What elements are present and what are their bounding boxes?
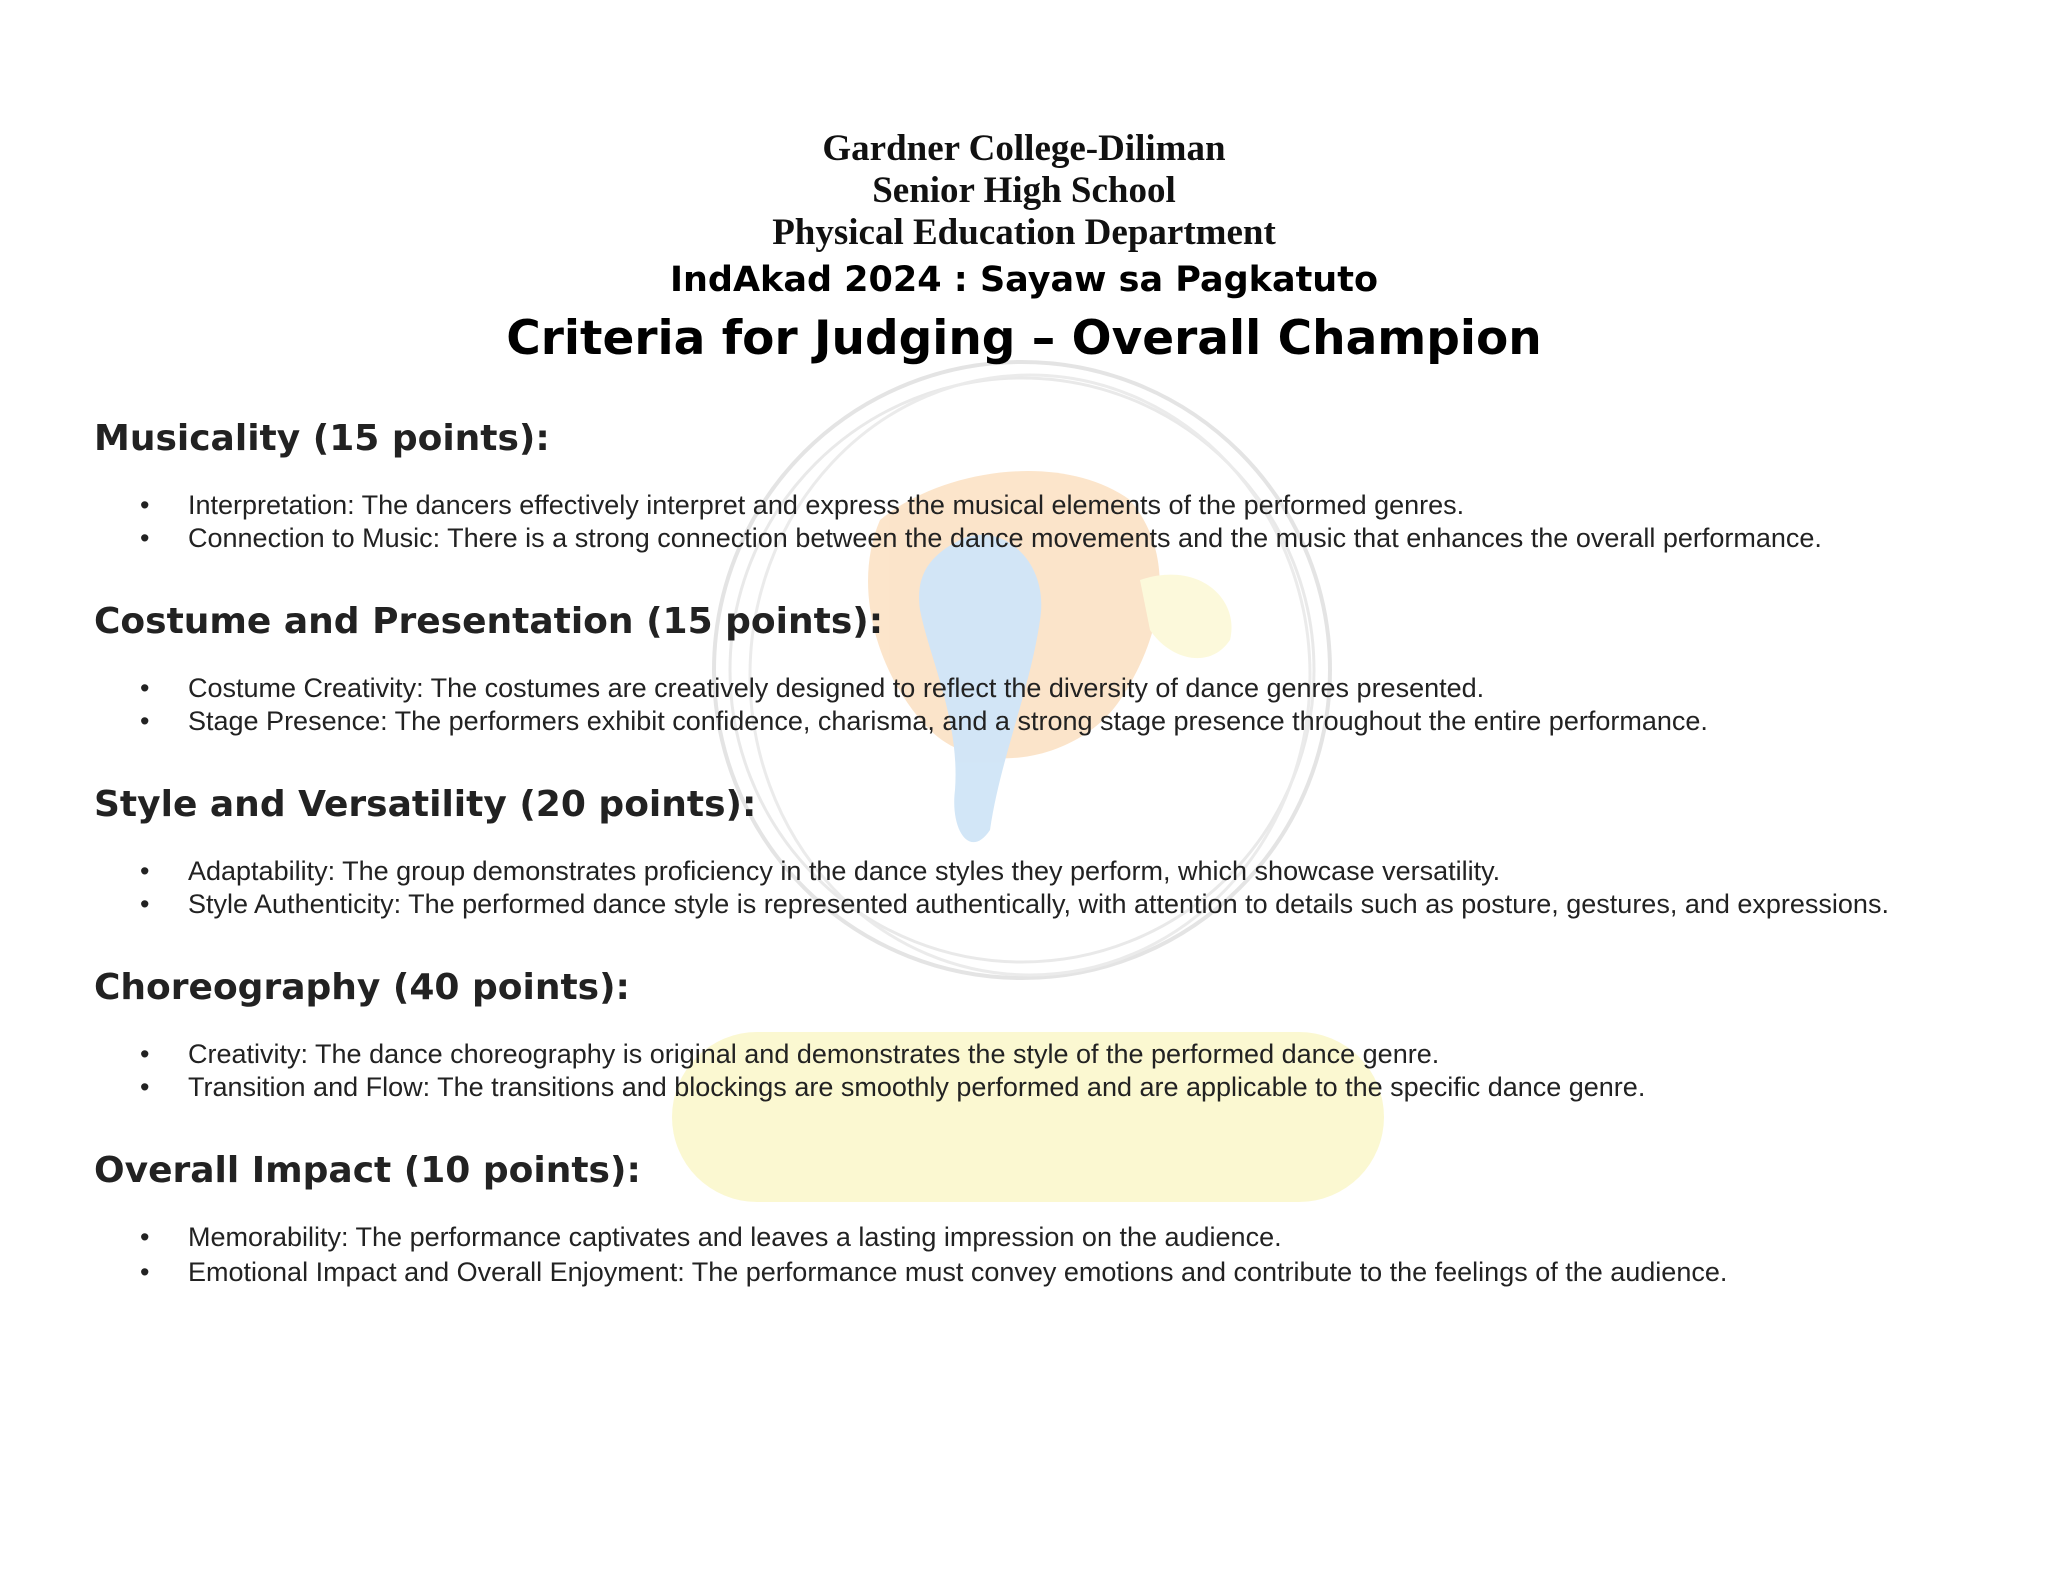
bullet-icon: • <box>140 1257 150 1287</box>
item-text: Memorability: The performance captivates and leaves a lasting impression on the audience. <box>188 1222 1282 1252</box>
item-text: Emotional Impact and Overall Enjoyment: The performance must convey emotions and contribute to the feelings of the audience. <box>188 1257 1728 1287</box>
criteria-section-choreography <box>94 965 1994 1104</box>
list-item <box>94 1038 1948 1071</box>
list-item <box>94 1071 1948 1104</box>
document-header <box>0 128 2048 370</box>
item-text: Costume Creativity: The costumes are creatively designed to reflect the diversity of dance genres presented. <box>188 673 1485 703</box>
item-text: Connection to Music: There is a strong connection between the dance movements and the music that enhances the overall performance. <box>188 523 1822 553</box>
criteria-section-musicality <box>94 416 1994 555</box>
list-item <box>94 489 1948 522</box>
bullet-icon: • <box>140 889 150 919</box>
list-item <box>94 1221 1948 1254</box>
bullet-icon: • <box>140 856 150 886</box>
list-item <box>94 855 1948 888</box>
item-text: Stage Presence: The performers exhibit confidence, charisma, and a strong stage presence throughout the entire performance. <box>188 706 1708 736</box>
item-text: Adaptability: The group demonstrates proficiency in the dance styles they perform, which showcase versatility. <box>188 856 1501 886</box>
bullet-icon: • <box>140 706 150 736</box>
section-heading: Style and Versatility (20 points): <box>94 784 757 825</box>
section-heading: Overall Impact (10 points): <box>94 1150 641 1191</box>
criteria-section-costume <box>94 599 1994 738</box>
bullet-icon: • <box>140 1072 150 1102</box>
item-text: Transition and Flow: The transitions and blockings are smoothly performed and are applicable to the specific dance genre. <box>188 1072 1646 1102</box>
list-item <box>94 705 1948 738</box>
bullet-icon: • <box>140 1039 150 1069</box>
department-name: Physical Education Department <box>772 212 1276 253</box>
criteria-section-style <box>94 782 1994 921</box>
item-text: Interpretation: The dancers effectively interpret and express the musical elements of the performed genres. <box>188 490 1465 520</box>
section-heading: Choreography (40 points): <box>94 967 630 1008</box>
list-item <box>94 672 1948 705</box>
bullet-icon: • <box>140 490 150 520</box>
school-name: Gardner College-Diliman <box>822 128 1226 169</box>
item-text: Style Authenticity: The performed dance style is represented authentically, with attention to details such as posture, gestures, and expressions. <box>188 889 1889 919</box>
list-item <box>94 888 1948 921</box>
section-heading: Costume and Presentation (15 points): <box>94 601 884 642</box>
list-item <box>94 522 1948 555</box>
criteria-list <box>94 416 1994 1289</box>
school-level: Senior High School <box>872 170 1176 211</box>
bullet-icon: • <box>140 673 150 703</box>
page-title: Criteria for Judging – Overall Champion <box>506 311 1542 366</box>
bullet-icon: • <box>140 1222 150 1252</box>
event-name: IndAkad 2024 : Sayaw sa Pagkatuto <box>669 260 1379 300</box>
list-item <box>94 1256 1948 1289</box>
criteria-section-overall-impact <box>94 1148 1994 1289</box>
section-heading: Musicality (15 points): <box>94 418 550 459</box>
item-text: Creativity: The dance choreography is original and demonstrates the style of the performed dance genre. <box>188 1039 1440 1069</box>
bullet-icon: • <box>140 523 150 553</box>
